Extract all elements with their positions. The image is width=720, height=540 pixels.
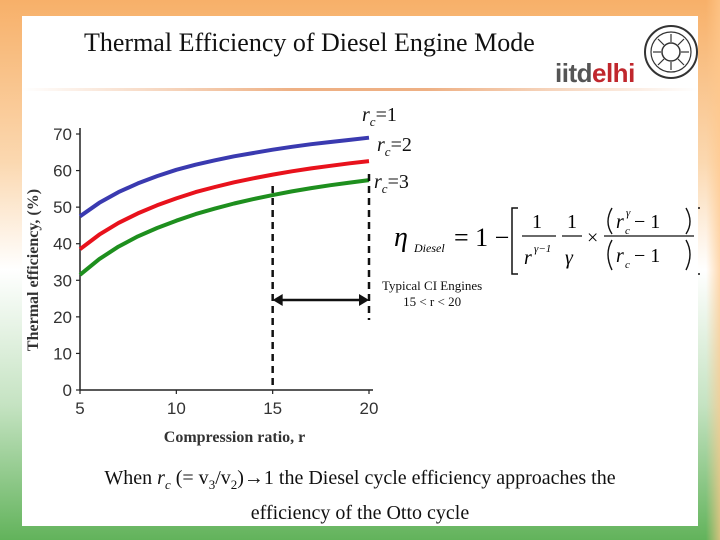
- ci-engines-label: [382, 278, 482, 310]
- diesel-efficiency-formula: [390, 194, 700, 284]
- x-axis-label: Compression ratio, r: [163, 429, 306, 446]
- slide-title: Thermal Efficiency of Diesel Engine Mode: [84, 28, 535, 57]
- y-tick-label: 30: [53, 271, 72, 291]
- footer-arrow-icon: →: [243, 467, 264, 489]
- formula-num1: 1: [532, 211, 542, 233]
- formula-num3-tail: − 1: [634, 211, 661, 233]
- y-tick-label: 0: [62, 381, 72, 400]
- rc-label-2: $r_c=2$: [377, 134, 412, 159]
- formula-num3-exp: γ: [626, 207, 631, 219]
- slide: [22, 16, 698, 526]
- slide-footer: [22, 464, 698, 527]
- x-tick-label: 20: [359, 399, 379, 418]
- formula-den3: r: [616, 245, 624, 267]
- y-tick-label: 40: [53, 234, 72, 254]
- y-tick-label: 10: [53, 344, 72, 364]
- formula-bracket-right: [698, 208, 700, 274]
- y-tick-label: 70: [53, 125, 72, 144]
- formula-equals: = 1 −: [454, 223, 510, 252]
- formula-num2: 1: [567, 211, 577, 233]
- y-axis-label: Thermal efficiency, (%): [25, 188, 42, 352]
- formula-den1: r: [524, 247, 532, 269]
- x-tick-label: 10: [166, 399, 186, 418]
- y-tick-label: 20: [53, 307, 72, 327]
- formula-num3: r: [616, 211, 624, 233]
- formula-num3-sub: c: [625, 225, 630, 237]
- rc-label-3: $r_c=3$: [374, 171, 409, 196]
- formula-eta-sub: Diesel: [414, 241, 445, 255]
- formula-den3-tail: − 1: [634, 245, 661, 267]
- formula-times: ×: [587, 227, 599, 249]
- y-tick-label: 60: [53, 161, 72, 181]
- footer-line-1: When $r_c$ (= $v_3/v_2)\to 1$ the Diesel cycle efficiency approaches the: [104, 467, 616, 492]
- y-tick-label: 50: [53, 198, 72, 218]
- formula-bracket-left: [512, 208, 518, 274]
- formula-eta: η: [394, 222, 408, 253]
- x-tick-label: 5: [75, 399, 85, 418]
- x-tick-label: 15: [263, 399, 283, 418]
- rc-label-1: $r_c=1$: [362, 104, 397, 129]
- formula-den2: γ: [565, 247, 573, 269]
- ci-arrow-left-head: [273, 294, 283, 306]
- ci-arrow-right-head: [359, 294, 369, 306]
- background-edge: [706, 0, 720, 540]
- formula-den1-exp: γ−1: [534, 243, 552, 255]
- logo-wordmark: iitdelhi: [555, 58, 635, 88]
- formula-den3-sub: c: [625, 259, 630, 271]
- series-line-3: [80, 180, 369, 275]
- ci-engines-line1: Typical CI Engines: [382, 278, 483, 293]
- footer-line-2: efficiency of the Otto cycle: [250, 502, 470, 524]
- ci-engines-line2: 15 < r < 20: [403, 294, 462, 309]
